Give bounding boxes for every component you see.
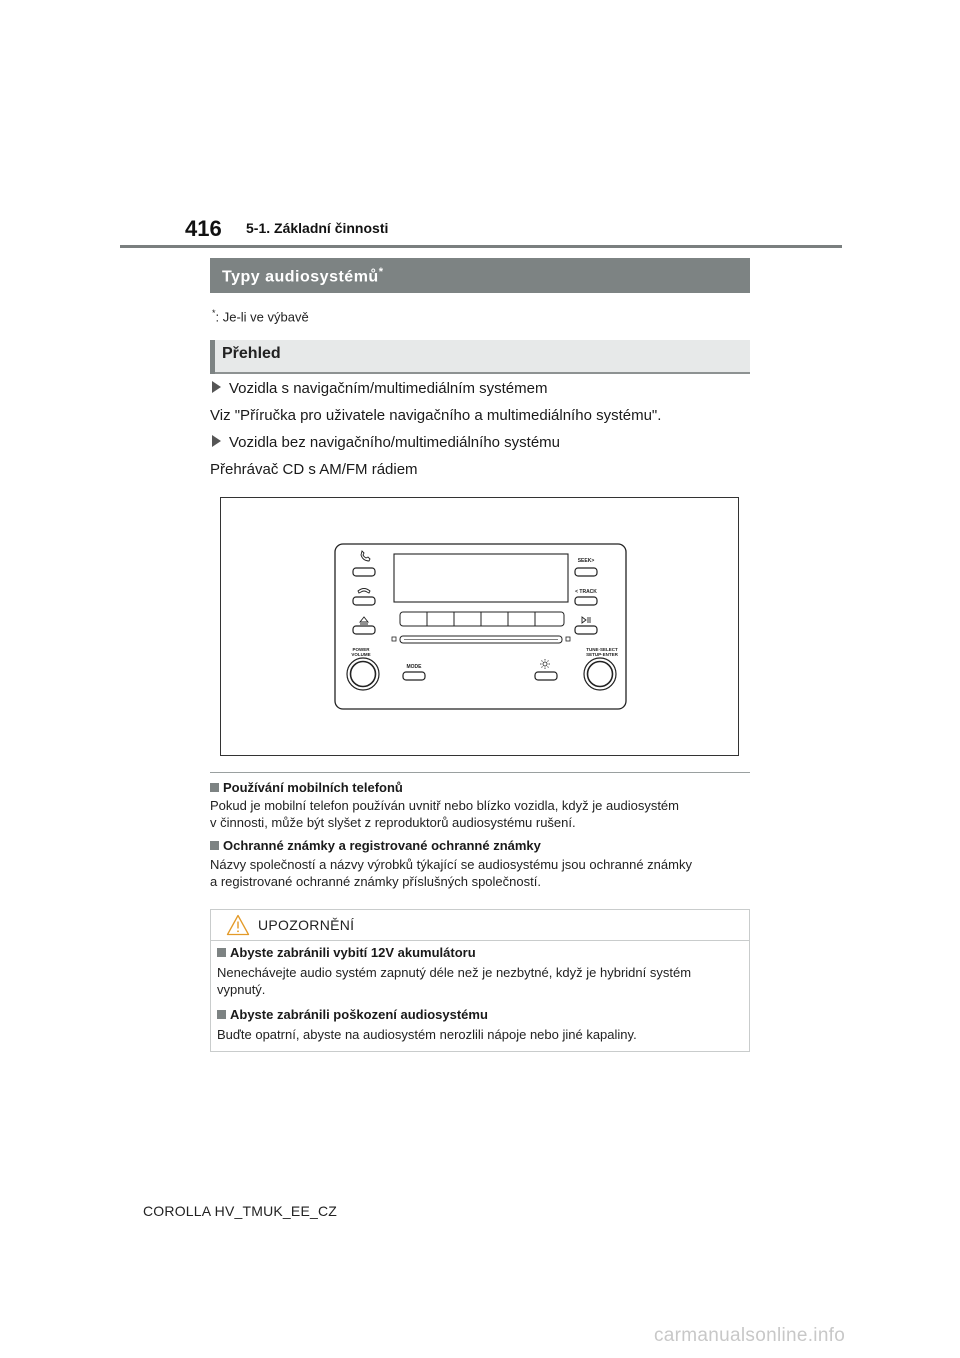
- phone-pickup-icon: [361, 551, 370, 561]
- seek-button: [575, 568, 597, 576]
- power-label: POWER: [352, 647, 370, 652]
- bullet-item: [212, 434, 560, 451]
- note-body-line: v činnosti, může být slyšet z reproduktorů audiosystému rušení.: [210, 815, 576, 830]
- tune-label: TUNE·SELECT: [586, 647, 618, 652]
- track-button: [575, 597, 597, 605]
- triangle-bullet-icon: [212, 435, 221, 447]
- footnote: [212, 308, 309, 324]
- note-body-line: a registrované ochranné známky příslušných společností.: [210, 874, 541, 889]
- page-title-text: Typy audiosystémů: [222, 268, 379, 286]
- note-heading: [210, 838, 541, 853]
- phone-pickup-button: [353, 568, 375, 576]
- footnote-mark: *: [212, 308, 216, 318]
- note-body: [210, 797, 750, 831]
- square-bullet-icon: [210, 783, 219, 792]
- slot-indicator: [392, 637, 396, 641]
- slot-indicator: [566, 637, 570, 641]
- volume-label: VOLUME: [351, 652, 371, 657]
- subheading-accent: [210, 340, 215, 374]
- audio-unit-illustration: [221, 498, 740, 757]
- caution-header: [211, 910, 749, 941]
- title-bar: [210, 258, 750, 293]
- document-code: COROLLA HV_TMUK_EE_CZ: [143, 1203, 338, 1219]
- note-heading: [210, 780, 403, 795]
- caution-title: UPOZORNĚNÍ: [258, 917, 355, 933]
- figure-frame: [220, 497, 739, 756]
- bullet-text: Vozidla s navigačním/multimediálním systémem: [229, 380, 548, 397]
- triangle-bullet-icon: [212, 381, 221, 393]
- display-screen: [394, 554, 568, 602]
- watermark: carmanualsonline.info: [654, 1325, 846, 1346]
- title-asterisk: *: [378, 266, 384, 278]
- square-bullet-icon: [217, 1010, 226, 1019]
- note-heading-text: Ochranné známky a registrované ochranné známky: [223, 838, 541, 853]
- note-body-line: Pokud je mobilní telefon používán uvnitř nebo blízko vozidla, když je audiosystém: [210, 798, 679, 813]
- warning-triangle-icon: [226, 914, 250, 936]
- caution-body-line: vypnutý.: [217, 982, 266, 997]
- note-body: [210, 856, 750, 890]
- footnote-text: : Je-li ve výbavě: [215, 309, 309, 325]
- eject-button: [353, 626, 375, 634]
- mode-label: MODE: [406, 664, 422, 670]
- brightness-button: [535, 672, 557, 680]
- mode-button: [403, 672, 425, 680]
- brightness-icon: [540, 659, 550, 669]
- bullet-text: Vozidla bez navigačního/multimediálního systému: [229, 434, 561, 451]
- header-rule: [120, 245, 842, 248]
- caution-body-line: Buďte opatrní, abyste na audiosystém nerozlili nápoje nebo jiné kapaliny.: [217, 1027, 637, 1042]
- caution-item-heading: [217, 945, 476, 960]
- caution-item-heading: [217, 1007, 488, 1022]
- phone-hangup-button: [353, 597, 375, 605]
- caution-heading-text: Abyste zabránili poškození audiosystému: [230, 1007, 488, 1022]
- play-pause-button: [575, 626, 597, 634]
- tune-select-knob: [584, 658, 616, 690]
- subheading: Přehled: [222, 345, 281, 362]
- caution-item-body: [217, 964, 745, 998]
- page-number: 416: [185, 216, 222, 241]
- note-heading-text: Používání mobilních telefonů: [223, 780, 403, 795]
- section-title: 5-1. Základní činnosti: [246, 220, 389, 236]
- square-bullet-icon: [217, 948, 226, 957]
- phone-hangup-icon: [358, 589, 370, 594]
- subheading-bar: [210, 340, 750, 374]
- bullet-item: [212, 380, 547, 397]
- preset-buttons-row: [400, 612, 564, 626]
- caution-body-line: Nenechávejte audio systém zapnutý déle než je nezbytné, když je hybridní systém: [217, 965, 692, 980]
- eject-icon: [360, 617, 368, 624]
- play-pause-icon: [582, 617, 590, 623]
- note-body-line: Názvy společností a názvy výrobků týkající se audiosystému jsou ochranné známky: [210, 857, 692, 872]
- caution-box: [210, 909, 750, 1052]
- separator-rule: [210, 772, 750, 773]
- paragraph: Přehrávač CD s AM/FM rádiem: [210, 461, 418, 478]
- caution-item-body: [217, 1027, 637, 1042]
- page-title: [222, 266, 383, 286]
- power-volume-knob: [347, 658, 379, 690]
- square-bullet-icon: [210, 841, 219, 850]
- seek-label: SEEK>: [577, 558, 595, 564]
- caution-heading-text: Abyste zabránili vybití 12V akumulátoru: [230, 945, 476, 960]
- track-label: < TRACK: [575, 589, 597, 595]
- setup-label: SETUP·ENTER: [586, 652, 618, 657]
- paragraph: Viz "Příručka pro uživatele navigačního a multimediálního systému".: [210, 407, 662, 424]
